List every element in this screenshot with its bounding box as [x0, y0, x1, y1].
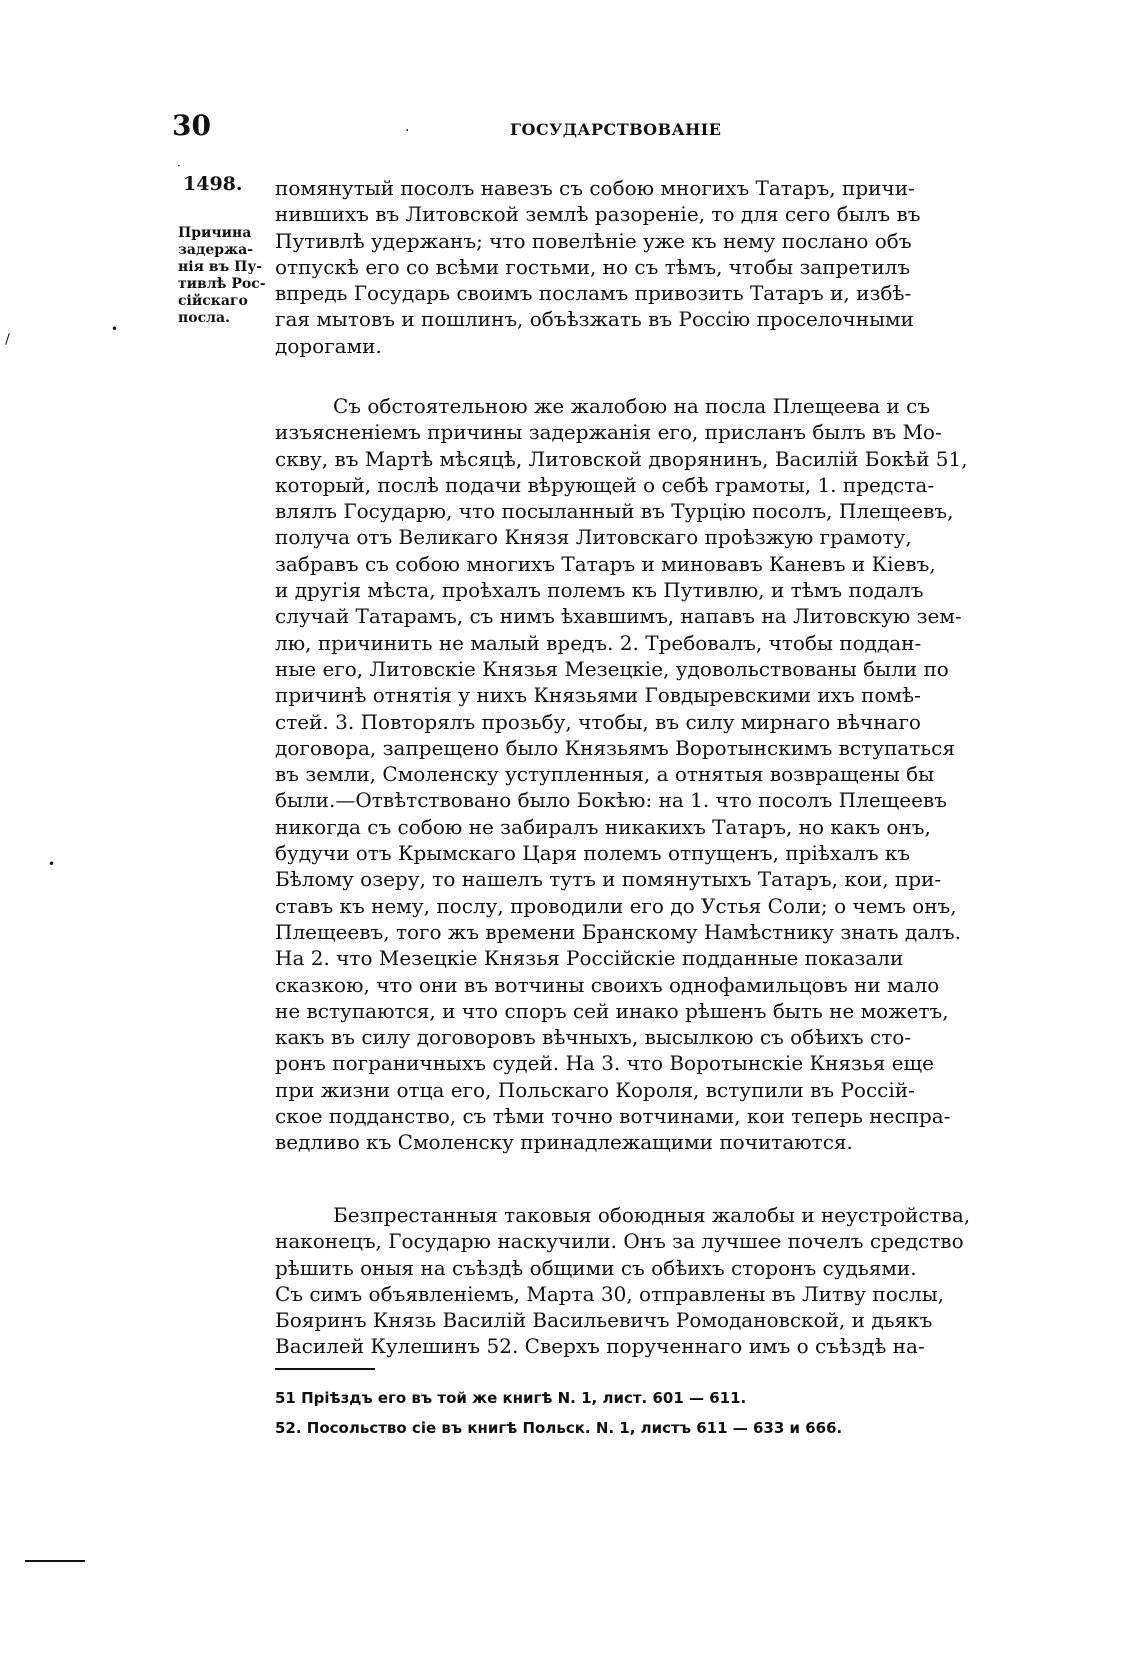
- text-line: изъясненіемъ причины задержанія его, присланъ былъ въ Мо-: [275, 420, 942, 445]
- footnotes: [275, 1383, 1015, 1443]
- text-line: наконецъ, Государю наскучили. Онъ за лучшее почелъ средство: [275, 1229, 964, 1254]
- text-line: никогда съ собою не забиралъ никакихъ Татаръ, но какъ онъ,: [275, 814, 931, 839]
- text-line: помянутый посолъ навезъ съ собою многихъ Татаръ, причи-: [275, 176, 915, 200]
- paragraph-3: [275, 1202, 1015, 1360]
- text-line: Съ симъ объявленіемъ, Марта 30, отправлены въ Литву послы,: [275, 1281, 944, 1306]
- text-line: не вступаются, и что споръ сей инако рѣшенъ быть не можетъ,: [275, 998, 949, 1023]
- text-line: договора, запрещено было Князьямъ Воротынскимъ вступаться: [275, 735, 955, 760]
- margin-year: 1498.: [183, 173, 243, 195]
- paragraph-2: [275, 393, 1015, 1156]
- paragraph-1: [275, 175, 1015, 359]
- header-dot: ·: [405, 123, 410, 139]
- text-line: который, послѣ подачи вѣрующей о себѣ грамоты, 1. предста-: [275, 472, 935, 497]
- text-line: забравъ съ собою многихъ Татаръ и миновавъ Каневъ и Кіевъ,: [275, 551, 936, 576]
- text-line: влялъ Государю, что посыланный въ Турцію посолъ, Плещеевъ,: [275, 499, 954, 524]
- text-line: Бояринъ Князь Василій Васильевичъ Ромодановской, и дьякъ: [275, 1308, 933, 1333]
- footnote-52: 52. Посольство сіе въ книгѣ Польск. N. 1, листъ 611 — 633 и 666.: [275, 1419, 843, 1437]
- year-dot: ·: [177, 159, 181, 173]
- text-line: Путивлѣ удержанъ; что повелѣніе уже къ нему послано объ: [275, 228, 912, 253]
- page-number: 30: [172, 109, 211, 142]
- text-line: нившихъ въ Литовской землѣ разореніе, то для сего былъ въ: [275, 202, 921, 227]
- margin-note-line: сійскаго: [178, 293, 248, 309]
- margin-note-line: задержа-: [178, 242, 254, 258]
- text-line: причинѣ отнятія у нихъ Князьями Говдыревскими ихъ помѣ-: [275, 683, 921, 708]
- text-line: Съ обстоятельною же жалобою на посла Плещеева и съ: [333, 394, 931, 418]
- text-line: скву, въ Мартѣ мѣсяцѣ, Литовской дворянинъ, Василій Бокѣй 51,: [275, 446, 968, 471]
- text-line: при жизни отца его, Польскаго Короля, вступили въ Россій-: [275, 1077, 915, 1102]
- text-line: стей. 3. Повторялъ прозьбу, чтобы, въ силу мирнаго вѣчнаго: [275, 709, 921, 734]
- margin-note-line: посла.: [178, 310, 230, 326]
- text-line: и другія мѣста, проѣхалъ полемъ къ Путивлю, и тѣмъ подалъ: [275, 578, 924, 603]
- text-line: въ земли, Смоленску уступленныя, а отнятыя возвращены бы: [275, 762, 935, 787]
- text-line: гая мытовъ и пошлинъ, объѣзжать въ Россію проселочными: [275, 307, 914, 332]
- text-line: ные его, Литовскіе Князья Мезецкіе, удовольствованы были по: [275, 656, 949, 681]
- text-line: ведливо къ Смоленску принадлежащими почитаются.: [275, 1130, 853, 1155]
- text-line: Плещеевъ, того жъ времени Бранскому Намѣстнику знать далъ.: [275, 919, 961, 944]
- text-line: Василей Кулешинъ 52. Сверхъ порученнаго имъ о съѣздѣ на-: [275, 1334, 925, 1359]
- scan-mark: [25, 1560, 85, 1562]
- margin-note: [178, 225, 268, 327]
- stray-dot: •: [48, 857, 56, 871]
- text-line: какъ въ силу договоровъ вѣчныхъ, высылкою съ обѣихъ сто-: [275, 1025, 912, 1050]
- text-line: Бѣлому озеру, то нашелъ тутъ и помянутыхъ Татаръ, кои, при-: [275, 867, 942, 892]
- text-line: ставъ къ нему, послу, проводили его до Устья Соли; о чемъ онъ,: [275, 893, 957, 918]
- text-line: ронъ пограничныхъ судей. На 3. что Воротынскіе Князья еще: [275, 1051, 934, 1076]
- stray-dot: •: [111, 322, 119, 336]
- text-line: случай Татарамъ, съ нимъ ѣхавшимъ, напавъ на Литовскую зем-: [275, 604, 962, 629]
- text-line: получа отъ Великаго Князя Литовскаго проѣзжую грамоту,: [275, 525, 912, 550]
- text-line: Безпрестанныя таковыя обоюдныя жалобы и неустройства,: [333, 1203, 971, 1227]
- footnote-51: 51 Пріѣздъ его въ той же книгѣ N. 1, лист. 601 — 611.: [275, 1389, 747, 1407]
- margin-note-line: нія въ Пу-: [178, 259, 263, 275]
- text-line: На 2. что Мезецкіе Князья Россійскіе подданные показали: [275, 946, 904, 971]
- stray-mark: \: [0, 331, 14, 348]
- text-line: рѣшить оныя на съѣздѣ общими съ обѣихъ сторонъ судьями.: [275, 1255, 917, 1280]
- text-line: ское подданство, съ тѣми точно вотчинами, кои теперь неспра-: [275, 1104, 951, 1129]
- text-line: отпускѣ его со всѣми гостьми, но съ тѣмъ, чтобы запретилъ: [275, 254, 911, 279]
- margin-note-line: тивлѣ Рос-: [178, 276, 266, 292]
- text-line: лю, причинить не малый вредъ. 2. Требовалъ, чтобы поддан-: [275, 630, 922, 655]
- text-line: будучи отъ Крымскаго Царя полемъ отпущенъ, пріѣхалъ къ: [275, 841, 911, 866]
- footnote-divider: [275, 1368, 375, 1370]
- text-line: были.—Отвѣтствовано было Бокѣю: на 1. что посолъ Плещеевъ: [275, 788, 947, 813]
- text-line: сказкою, что они въ вотчины своихъ однофамильцовъ ни мало: [275, 972, 940, 997]
- text-line: дорогами.: [275, 333, 382, 358]
- text-line: впредь Государь своимъ посламъ привозить Татаръ и, избѣ-: [275, 281, 912, 306]
- running-head: ГОСУДАРСТВОВАНІЕ: [510, 120, 722, 139]
- margin-note-line: Причина: [178, 225, 252, 241]
